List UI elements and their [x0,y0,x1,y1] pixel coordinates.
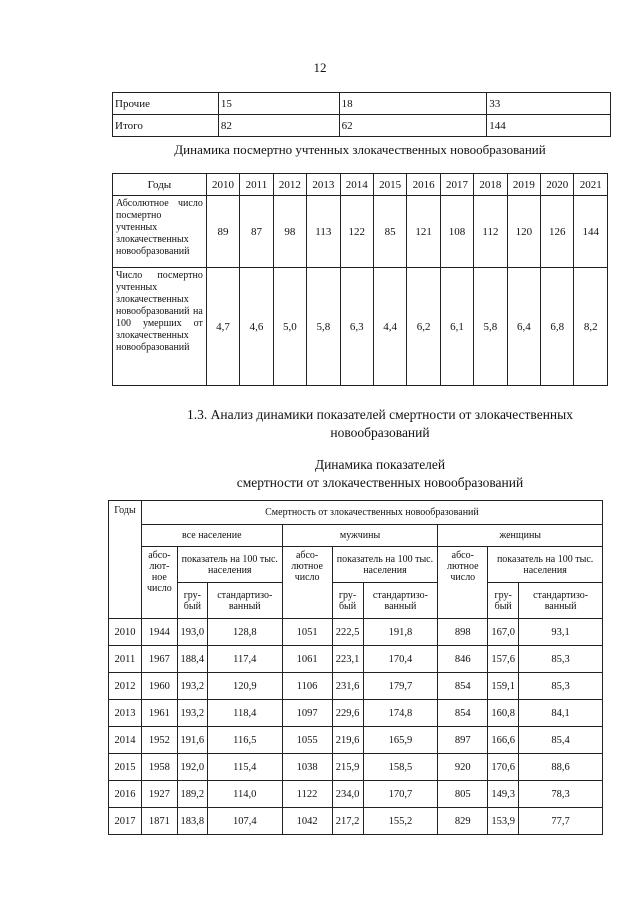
all-std-cell: 118,4 [207,700,282,727]
continuation-table [112,92,611,137]
women-std-cell: 84,1 [519,700,603,727]
year-header: 2017 [440,174,473,196]
per100-value: 6,8 [541,268,574,386]
women-abs-cell: 805 [438,781,488,808]
year-header: 2020 [541,174,574,196]
table-row [109,673,603,700]
women-abs-cell: 846 [438,646,488,673]
section-heading-line1: 1.3. Анализ динамики показателей смертности от злокачественных [187,407,573,422]
men-crude-cell: 219,6 [332,727,363,754]
women-abs-cell: 829 [438,808,488,835]
year-header: 2015 [373,174,406,196]
per100-value: 5,8 [474,268,507,386]
row-label: Прочие [113,93,219,115]
women-std-cell: 85,3 [519,673,603,700]
women-crude-cell: 160,8 [488,700,519,727]
all-abs-cell: 1960 [141,673,177,700]
men-std-cell: 170,7 [363,781,438,808]
year-header: 2019 [507,174,540,196]
per100-value: 4,7 [206,268,239,386]
header-years: Годы [113,174,207,196]
group-women: женщины [438,525,603,547]
all-crude-cell: 193,2 [177,673,207,700]
year-header: 2013 [307,174,340,196]
std-label: стандартизо-ванный [363,583,438,619]
table-row [113,268,608,386]
abs-value: 87 [240,196,273,268]
year-header: 2016 [407,174,440,196]
group-men: мужчины [282,525,438,547]
header-main: Смертность от злокачественных новообразований [141,501,602,525]
year-header: 2014 [340,174,373,196]
postmortem-table [112,173,608,386]
women-crude-cell: 167,0 [488,619,519,646]
crude-label: гру-бый [177,583,207,619]
page-number: 12 [313,60,327,75]
table3-title-line1: Динамика показателей [314,457,446,472]
per100-value: 5,0 [273,268,306,386]
men-std-cell: 158,5 [363,754,438,781]
abs-label-men: абсо-лютное число [282,547,332,619]
men-abs-cell: 1106 [282,673,332,700]
all-std-cell: 114,0 [207,781,282,808]
women-abs-cell: 898 [438,619,488,646]
abs-value: 120 [507,196,540,268]
cell: 33 [487,93,611,115]
men-crude-cell: 217,2 [332,808,363,835]
row-label: Итого [113,115,219,137]
per100-value: 8,2 [574,268,608,386]
men-std-cell: 179,7 [363,673,438,700]
cell: 18 [339,93,487,115]
all-crude-cell: 192,0 [177,754,207,781]
abs-value: 113 [307,196,340,268]
all-crude-cell: 191,6 [177,727,207,754]
rate-label-men: показатель на 100 тыс. населения [332,547,438,583]
men-std-cell: 174,8 [363,700,438,727]
men-abs-cell: 1038 [282,754,332,781]
std-label: стандартизо-ванный [519,583,603,619]
table-row [109,808,603,835]
year-header: 2012 [273,174,306,196]
men-crude-cell: 229,6 [332,700,363,727]
table-row [113,93,611,115]
women-std-cell: 77,7 [519,808,603,835]
all-abs-cell: 1952 [141,727,177,754]
group-all: все население [141,525,282,547]
abs-value: 121 [407,196,440,268]
all-abs-cell: 1958 [141,754,177,781]
women-abs-cell: 854 [438,673,488,700]
men-std-cell: 165,9 [363,727,438,754]
abs-value: 126 [541,196,574,268]
women-crude-cell: 157,6 [488,646,519,673]
crude-label: гру-бый [332,583,363,619]
header-years: Годы [109,501,142,619]
men-abs-cell: 1055 [282,727,332,754]
table-row [109,727,603,754]
table-row [109,619,603,646]
men-std-cell: 170,4 [363,646,438,673]
section-heading [150,406,610,442]
abs-value: 85 [373,196,406,268]
men-abs-cell: 1097 [282,700,332,727]
abs-value: 89 [206,196,239,268]
all-abs-cell: 1871 [141,808,177,835]
all-std-cell: 117,4 [207,646,282,673]
year-header: 2021 [574,174,608,196]
year-cell: 2015 [109,754,142,781]
abs-value: 108 [440,196,473,268]
table-header-row [113,174,608,196]
men-std-cell: 191,8 [363,619,438,646]
cell: 62 [339,115,487,137]
rate-label-all: показатель на 100 тыс. населения [177,547,282,583]
year-cell: 2012 [109,673,142,700]
women-crude-cell: 149,3 [488,781,519,808]
per100-value: 5,8 [307,268,340,386]
abs-value: 98 [273,196,306,268]
table3-title-line2: смертности от злокачественных новообразований [236,475,524,490]
year-cell: 2013 [109,700,142,727]
all-std-cell: 116,5 [207,727,282,754]
women-crude-cell: 159,1 [488,673,519,700]
all-crude-cell: 193,2 [177,700,207,727]
all-crude-cell: 188,4 [177,646,207,673]
table-row [109,646,603,673]
per100-value: 6,2 [407,268,440,386]
men-std-cell: 155,2 [363,808,438,835]
men-crude-cell: 223,1 [332,646,363,673]
men-crude-cell: 215,9 [332,754,363,781]
women-std-cell: 93,1 [519,619,603,646]
women-abs-cell: 897 [438,727,488,754]
men-crude-cell: 231,6 [332,673,363,700]
all-crude-cell: 183,8 [177,808,207,835]
men-crude-cell: 222,5 [332,619,363,646]
women-crude-cell: 170,6 [488,754,519,781]
abs-value: 112 [474,196,507,268]
all-std-cell: 107,4 [207,808,282,835]
all-crude-cell: 189,2 [177,781,207,808]
men-abs-cell: 1122 [282,781,332,808]
abs-value: 122 [340,196,373,268]
abs-label-women: абсо-лютное число [438,547,488,619]
women-std-cell: 78,3 [519,781,603,808]
table-row [113,115,611,137]
year-cell: 2010 [109,619,142,646]
year-header: 2010 [206,174,239,196]
women-std-cell: 85,4 [519,727,603,754]
women-crude-cell: 153,9 [488,808,519,835]
row-label: Абсолютное число посмертно учтенных злокачественных новообразований [113,196,207,268]
table2-title: Динамика посмертно учтенных злокачественных новообразований [174,142,546,157]
women-abs-cell: 920 [438,754,488,781]
year-header: 2011 [240,174,273,196]
per100-value: 4,4 [373,268,406,386]
cell: 82 [218,115,339,137]
all-abs-cell: 1961 [141,700,177,727]
per100-value: 6,4 [507,268,540,386]
all-std-cell: 115,4 [207,754,282,781]
men-crude-cell: 234,0 [332,781,363,808]
cell: 144 [487,115,611,137]
year-cell: 2016 [109,781,142,808]
row-label: Число посмертно учтенных злокачественных новообразований на 100 умерших от злокачественных новообразований [113,268,207,386]
table3-title [150,456,610,492]
all-abs-cell: 1967 [141,646,177,673]
crude-label: гру-бый [488,583,519,619]
women-std-cell: 88,6 [519,754,603,781]
men-abs-cell: 1042 [282,808,332,835]
men-abs-cell: 1051 [282,619,332,646]
table-row [109,781,603,808]
all-abs-cell: 1944 [141,619,177,646]
table-row [113,196,608,268]
abs-value: 144 [574,196,608,268]
women-abs-cell: 854 [438,700,488,727]
all-std-cell: 120,9 [207,673,282,700]
women-std-cell: 85,3 [519,646,603,673]
all-std-cell: 128,8 [207,619,282,646]
table-row [109,754,603,781]
year-cell: 2014 [109,727,142,754]
year-cell: 2017 [109,808,142,835]
men-abs-cell: 1061 [282,646,332,673]
per100-value: 6,1 [440,268,473,386]
year-header: 2018 [474,174,507,196]
std-label: стандартизо-ванный [207,583,282,619]
cell: 15 [218,93,339,115]
mortality-table [108,500,603,835]
all-abs-cell: 1927 [141,781,177,808]
section-heading-line2: новообразований [330,425,430,440]
table-row [109,700,603,727]
year-cell: 2011 [109,646,142,673]
rate-label-women: показатель на 100 тыс. населения [488,547,603,583]
abs-label-all: абсо-лют-ное число [141,547,177,619]
per100-value: 6,3 [340,268,373,386]
per100-value: 4,6 [240,268,273,386]
all-crude-cell: 193,0 [177,619,207,646]
women-crude-cell: 166,6 [488,727,519,754]
